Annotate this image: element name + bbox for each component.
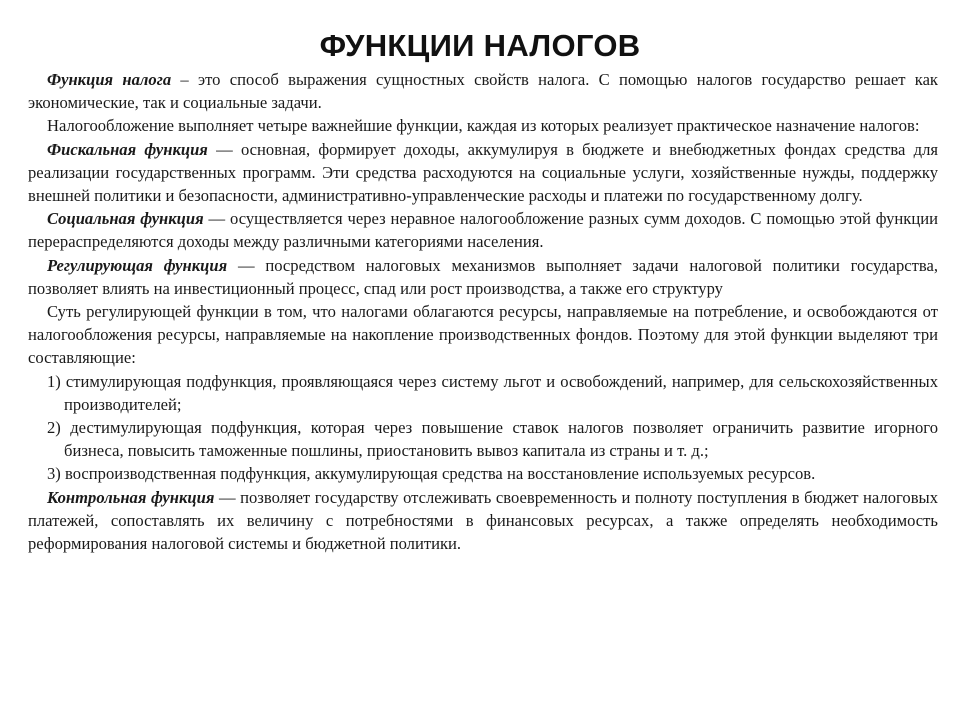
regulating-text: — посредством налоговых механизмов выполняет задачи налоговой политики государства, позволяет влиять на инвестиционный процесс, спад или рост производства, а также его структуру [28,255,938,298]
fiscal-text: — основная, формирует доходы, аккумулируя в бюджете и внебюджетных фондах средства для реализации государственных программ. Эти средства расходуются на социальные услуги, хозяйственные нужды, поддержку внешней политики и безопасности, административно-управленческие расходы и платежи по государственному долгу. [28,139,938,206]
term-regulating: Регулирующая функция [47,255,228,275]
paragraph-essence: Суть регулирующей функции в том, что налогами облагаются ресурсы, направляемые на потребление, и освобождаются от налогообложения ресурсы, направляемые на накопление производственных фондов. Поэтому для этой функции выделяют три составляющие: [28,302,938,368]
list-item-reproductive: 3) воспроизводственная подфункция, аккумулирующая средства на восстановление используемых ресурсов. [47,464,816,484]
slide-body [28,68,938,555]
social-text: — осуществляется через неравное налогообложение разных сумм доходов. С помощью этой функции перераспределяются доходы между различными категориями населения. [28,209,938,252]
paragraph-social [28,207,938,253]
paragraph-control [28,486,938,556]
slide-title: ФУНКЦИИ НАЛОГОВ [319,28,641,63]
term-tax-function: Функция налога [47,70,172,89]
definition-text: – это способ выражения сущностных свойств налога. С помощью налогов государство решает как экономические, так и социальные задачи. [28,70,938,113]
control-text: — позволяет государству отслеживать своевременность и полноту поступления в бюджет налоговых платежей, сопоставлять их величину с потребностями в финансовых ресурсах, а также определять необходимость реформирования налоговой системы и бюджетной политики. [28,487,938,554]
paragraph-definition [28,68,938,114]
term-control: Контрольная функция [47,487,215,507]
term-social: Социальная функция [47,209,204,229]
term-fiscal: Фискальная функция [47,139,208,159]
list-item-stimulating: 1) стимулирующая подфункция, проявляющаяся через систему льгот и освобождений, например, для сельскохозяйственных производителей; [47,371,938,414]
paragraph-regulating [28,254,938,300]
paragraph-intro: Налогообложение выполняет четыре важнейшие функции, каждая из которых реализует практическое назначение налогов: [47,116,920,136]
paragraph-fiscal [28,138,938,208]
list-item-destimulating: 2) дестимулирующая подфункция, которая через повышение ставок налогов позволяет ограничить развитие игорного бизнеса, повысить таможенные пошлины, приостановить вывоз капитала из страны и т. д.; [47,418,938,461]
